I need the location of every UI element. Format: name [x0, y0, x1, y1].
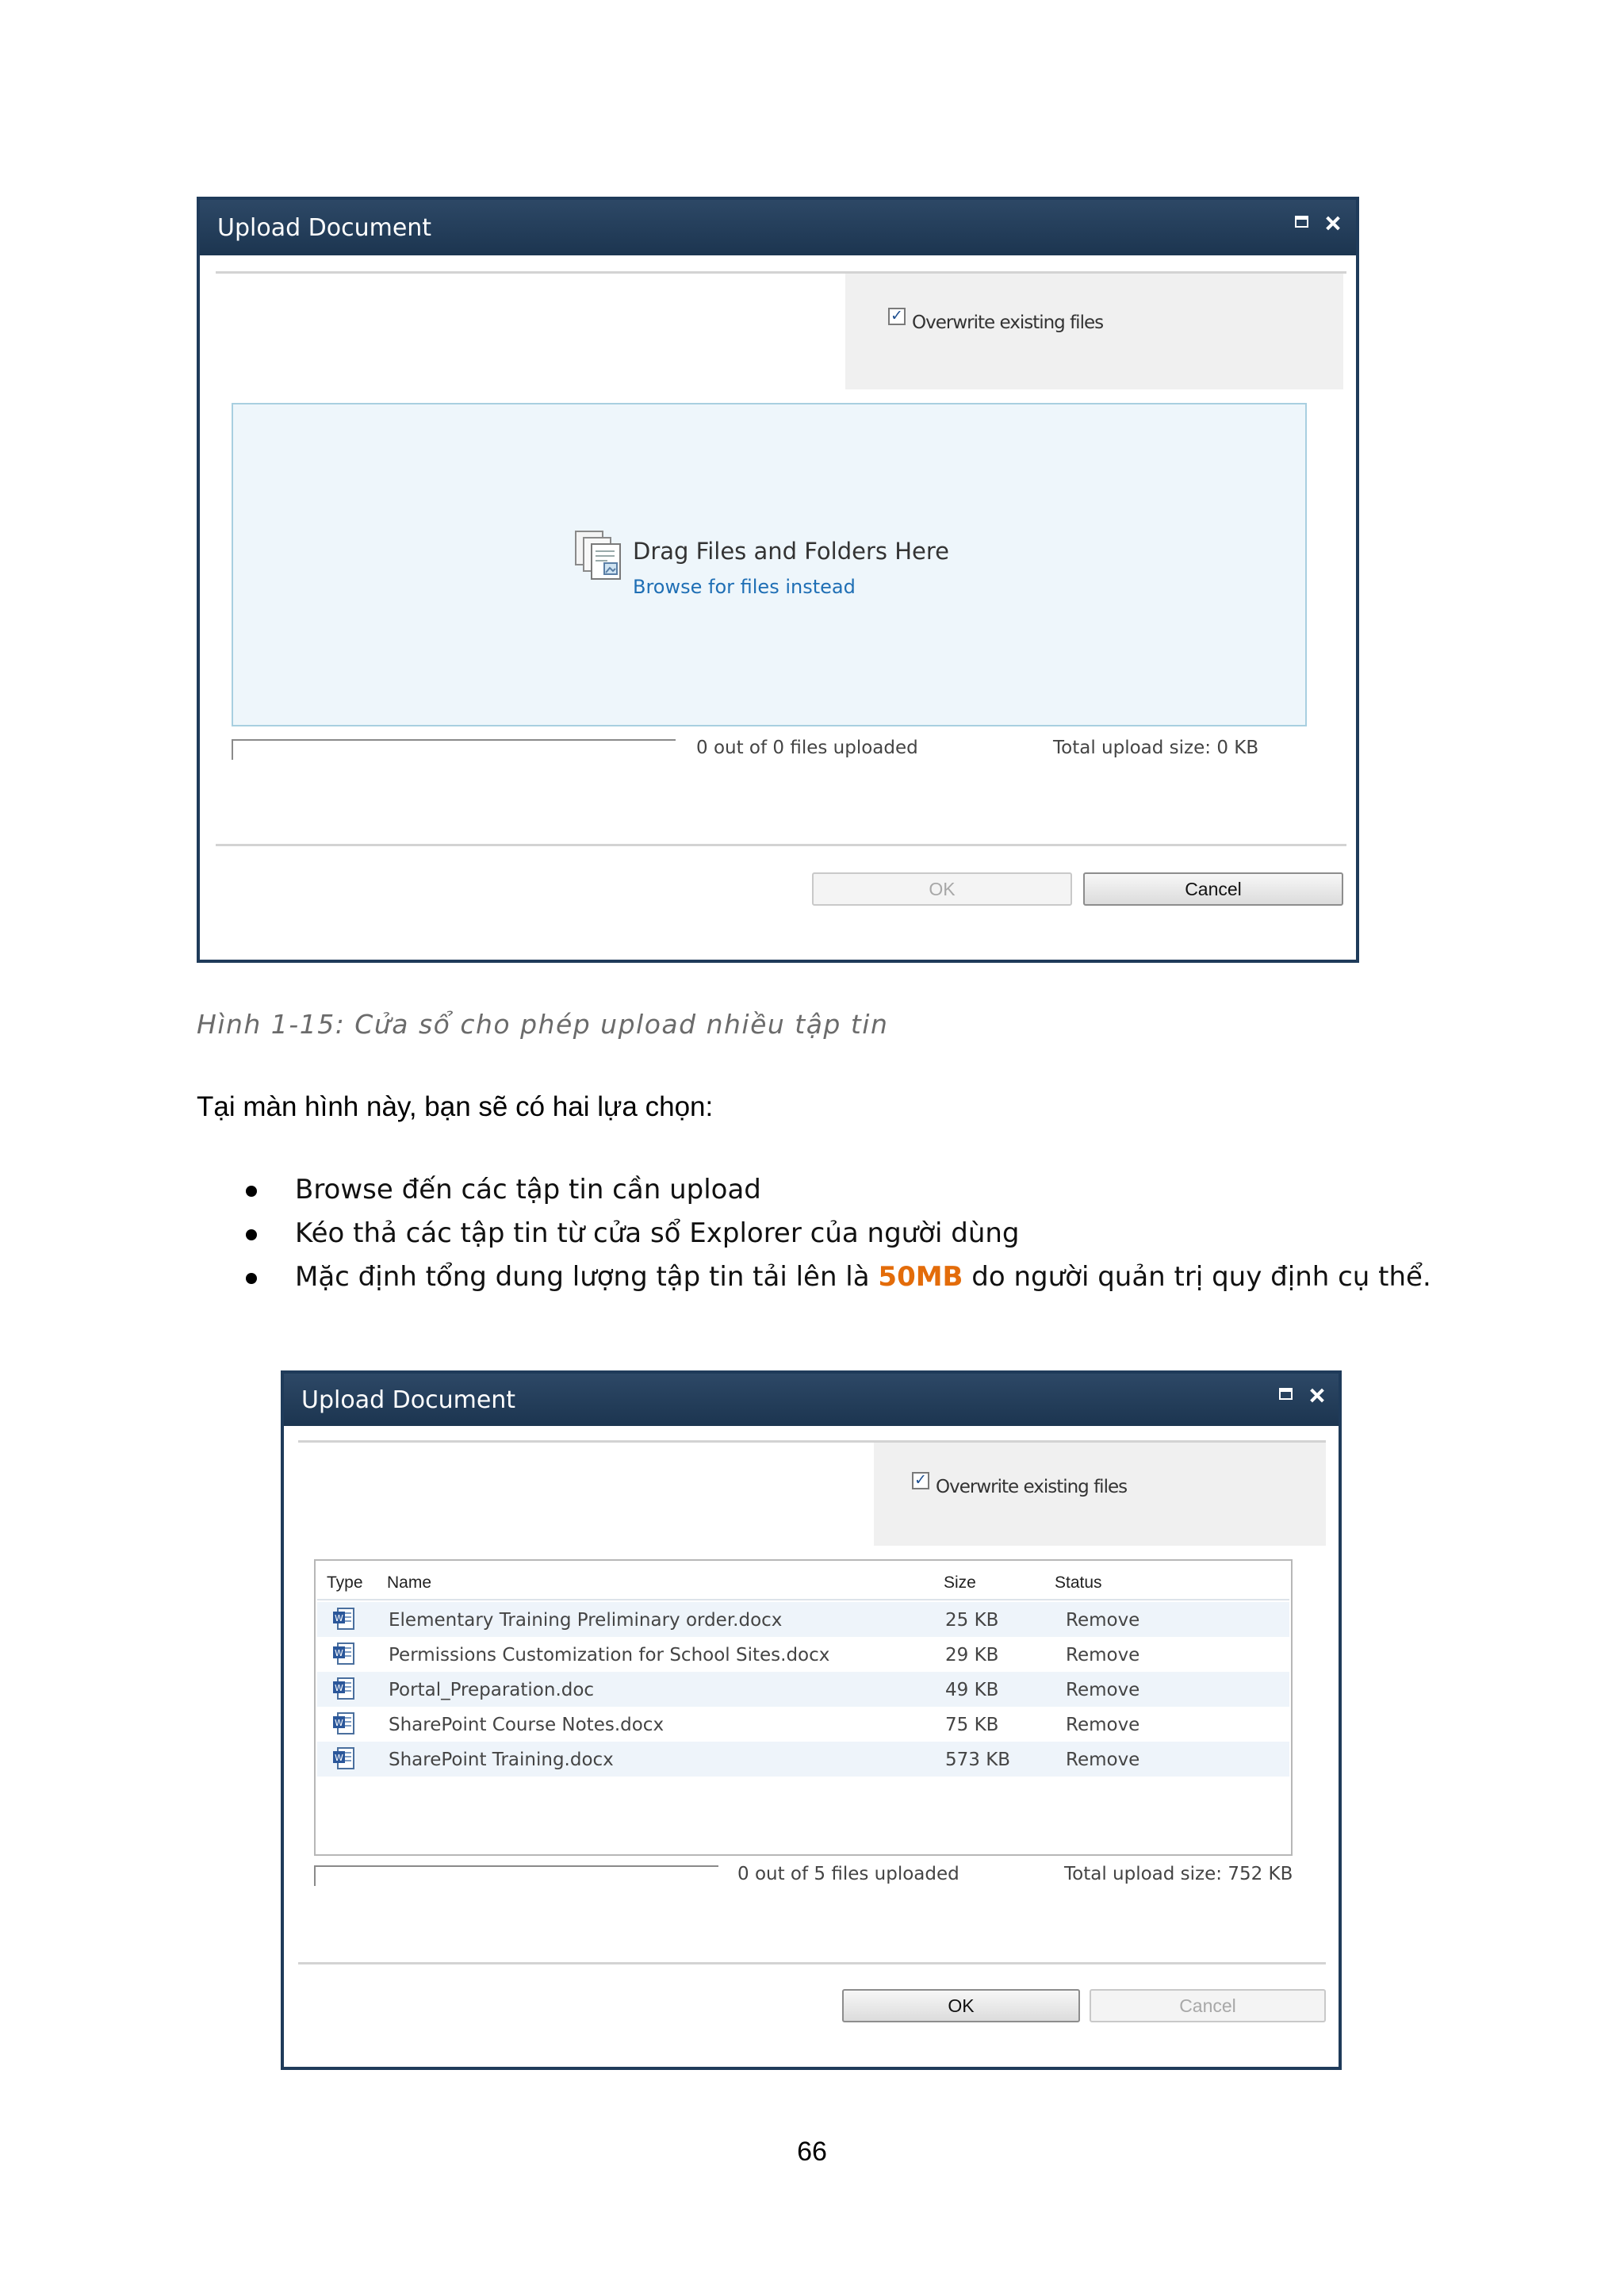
column-header-name[interactable]: Name [387, 1573, 432, 1592]
bullet-list [238, 1174, 1431, 1305]
file-row[interactable] [317, 1707, 1289, 1742]
maximize-icon[interactable] [1275, 1383, 1299, 1407]
dialog-title: Upload Document [217, 214, 432, 242]
total-size-text: Total upload size: 0 KB [1053, 738, 1259, 758]
close-icon[interactable] [1321, 211, 1345, 235]
overwrite-checkbox[interactable]: ✓ [888, 308, 906, 325]
bullet-text: Browse đến các tập tin cần upload [295, 1174, 761, 1205]
figure-caption: Hình 1-15: Cửa sổ cho phép upload nhiều tập tin [197, 1009, 889, 1040]
file-size: 75 KB [945, 1715, 999, 1735]
multiple-files-icon [573, 530, 626, 584]
file-size: 29 KB [945, 1645, 999, 1665]
bullet-text-end: do người quản trị quy định cụ thể. [963, 1261, 1431, 1293]
column-header-type[interactable]: Type [327, 1573, 363, 1592]
browse-files-link[interactable]: Browse for files instead [633, 576, 856, 598]
word-document-icon [331, 1607, 355, 1632]
cancel-button[interactable]: Cancel [1090, 1989, 1326, 2022]
svg-text:W: W [335, 1648, 343, 1658]
total-size-text: Total upload size: 752 KB [1064, 1864, 1293, 1884]
bullet-item [238, 1261, 1431, 1305]
overwrite-label: Overwrite existing files [936, 1477, 1128, 1497]
column-header-size[interactable]: Size [944, 1573, 976, 1592]
remove-file-link[interactable]: Remove [1066, 1715, 1140, 1735]
file-row[interactable] [317, 1742, 1289, 1777]
ok-button[interactable]: OK [842, 1989, 1080, 2022]
upload-dialog-1 [197, 197, 1359, 963]
cancel-button[interactable]: Cancel [1083, 872, 1343, 906]
bullet-item [238, 1174, 1431, 1217]
file-name: Portal_Preparation.doc [389, 1680, 595, 1700]
intro-paragraph: Tại màn hình này, bạn sẽ có hai lựa chọn: [197, 1091, 714, 1122]
remove-file-link[interactable]: Remove [1066, 1610, 1140, 1631]
file-name: SharePoint Course Notes.docx [389, 1715, 665, 1735]
upload-progress-bar [232, 739, 676, 760]
page-number: 66 [797, 2137, 827, 2167]
drop-zone[interactable] [232, 403, 1307, 726]
upload-count-text: 0 out of 0 files uploaded [696, 738, 918, 758]
svg-text:W: W [335, 1613, 343, 1623]
bullet-text: Mặc định tổng dung lượng tập tin tải lên là [295, 1261, 879, 1293]
dialog-titlebar [284, 1374, 1339, 1426]
bullet-text: Kéo thả các tập tin từ cửa sổ Explorer của người dùng [295, 1217, 1020, 1249]
bullet-dot [246, 1273, 257, 1284]
file-name: Permissions Customization for School Sites.docx [389, 1645, 830, 1665]
file-size: 25 KB [945, 1610, 999, 1631]
close-icon[interactable] [1305, 1383, 1329, 1407]
word-document-icon [331, 1711, 355, 1737]
word-document-icon [331, 1746, 355, 1772]
bottom-divider [298, 1962, 1326, 1964]
dialog-title: Upload Document [301, 1386, 516, 1414]
overwrite-checkbox[interactable]: ✓ [912, 1472, 929, 1489]
word-document-icon [331, 1642, 355, 1667]
remove-file-link[interactable]: Remove [1066, 1680, 1140, 1700]
file-name: Elementary Training Preliminary order.docx [389, 1610, 783, 1631]
file-size: 49 KB [945, 1680, 999, 1700]
header-divider [317, 1599, 1289, 1600]
bottom-divider [216, 844, 1346, 846]
ok-button[interactable]: OK [812, 872, 1072, 906]
maximize-icon[interactable] [1291, 211, 1315, 235]
bullet-dot [246, 1229, 257, 1240]
bullet-dot [246, 1186, 257, 1197]
svg-text:W: W [335, 1718, 343, 1728]
upload-count-text: 0 out of 5 files uploaded [737, 1864, 959, 1884]
file-row[interactable] [317, 1602, 1289, 1637]
file-list [314, 1559, 1293, 1856]
file-size: 573 KB [945, 1750, 1011, 1770]
bullet-item [238, 1217, 1431, 1261]
file-row[interactable] [317, 1672, 1289, 1707]
svg-text:W: W [335, 1753, 343, 1763]
drag-files-text: Drag Files and Folders Here [633, 538, 950, 565]
file-name: SharePoint Training.docx [389, 1750, 614, 1770]
remove-file-link[interactable]: Remove [1066, 1750, 1140, 1770]
overwrite-label: Overwrite existing files [912, 312, 1104, 333]
column-header-status[interactable]: Status [1055, 1573, 1102, 1592]
size-limit-highlight: 50MB [878, 1261, 963, 1293]
upload-progress-bar [314, 1865, 718, 1886]
dialog-titlebar [200, 200, 1356, 255]
upload-dialog-2 [281, 1370, 1342, 2070]
file-row[interactable] [317, 1637, 1289, 1672]
svg-text:W: W [335, 1683, 343, 1693]
word-document-icon [331, 1677, 355, 1702]
remove-file-link[interactable]: Remove [1066, 1645, 1140, 1665]
